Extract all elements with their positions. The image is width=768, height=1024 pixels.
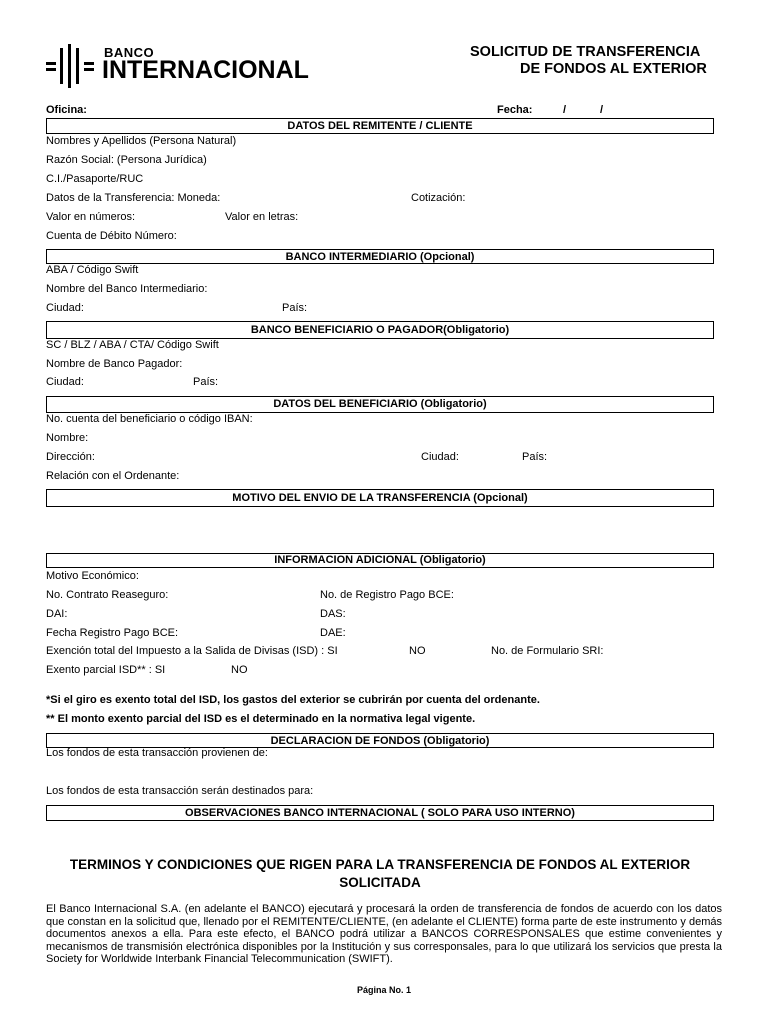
form-title-line2: DE FONDOS AL EXTERIOR xyxy=(520,61,707,77)
field-codigos-label: SC / BLZ / ABA / CTA/ Código Swift xyxy=(46,339,219,351)
logo-banco-text: BANCO xyxy=(104,45,155,60)
field-ciudad-label: Ciudad: xyxy=(46,302,84,314)
option-no-label: NO xyxy=(409,645,426,657)
section-header-banco-beneficiario: BANCO BENEFICIARIO O PAGADOR(Obligatorio) xyxy=(46,321,714,339)
field-nombre-label: Nombre: xyxy=(46,432,89,444)
fecha-label: Fecha: xyxy=(497,104,533,116)
field-exento-parcial-label: Exento parcial ISD** : SI xyxy=(46,664,166,676)
terms-body: El Banco Internacional S.A. (en adelante el BANCO) ejecutará y procesará la orden de transferencia de fondos de acuerdo con los datos que constan en la solicitud que, llenado por el REMITENTE/CLIENTE, (en adelante el CLIENTE) forma parte de este instrumento y demás documentos anexos a ella. Para este efecto, el BANCO podrá utilizar a BANCOS CORRESPONSALES que estime convenientes y mecanismos de transmisión electrónica disponibles por la Institución y sus corresponsales, para lo que utilizará los servicios que presta la Society for Worldwide Interbank Financial Telecommunication (SWIFT). xyxy=(46,903,722,965)
section-header-declaracion: DECLARACION DE FONDOS (Obligatorio) xyxy=(46,733,714,748)
section-header-beneficiario: DATOS DEL BENEFICIARIO (Obligatorio) xyxy=(46,396,714,413)
field-registro-bce-label: No. de Registro Pago BCE: xyxy=(320,589,454,601)
field-fondos-destinados-label: Los fondos de esta transacción serán destinados para: xyxy=(46,785,314,797)
field-contrato-label: No. Contrato Reaseguro: xyxy=(46,589,169,601)
field-ci-label: C.I./Pasaporte/RUC xyxy=(46,173,144,185)
field-valor-letras-label: Valor en letras: xyxy=(225,211,299,223)
field-dai-label: DAI: xyxy=(46,608,68,620)
date-separator: / xyxy=(563,104,567,116)
field-ciudad-label: Ciudad: xyxy=(421,451,459,463)
field-formulario-sri-label: No. de Formulario SRI: xyxy=(491,645,604,657)
form-title-line1: SOLICITUD DE TRANSFERENCIA xyxy=(470,44,701,60)
field-pais-label: País: xyxy=(522,451,548,463)
oficina-label: Oficina: xyxy=(46,104,87,116)
field-motivo-economico-label: Motivo Económico: xyxy=(46,570,139,582)
field-razon-social-label: Razón Social: (Persona Jurídica) xyxy=(46,154,207,166)
field-nombres-label: Nombres y Apellidos (Persona Natural) xyxy=(46,135,237,147)
field-fondos-provienen-label: Los fondos de esta transacción provienen de: xyxy=(46,747,268,759)
terms-title: TERMINOS Y CONDICIONES QUE RIGEN PARA LA TRANSFERENCIA DE FONDOS AL EXTERIOR SOLICITADA xyxy=(69,857,691,890)
note-isd-parcial: ** El monto exento parcial del ISD es el determinado en la normativa legal vigente. xyxy=(46,713,476,725)
section-header-intermediario: BANCO INTERMEDIARIO (Opcional) xyxy=(46,249,714,264)
field-fecha-registro-label: Fecha Registro Pago BCE: xyxy=(46,627,179,639)
field-pais-label: País: xyxy=(193,376,219,388)
field-aba-label: ABA / Código Swift xyxy=(46,264,139,276)
field-cotizacion-label: Cotización: xyxy=(411,192,466,204)
field-relacion-label: Relación con el Ordenante: xyxy=(46,470,180,482)
logo-internacional-text: INTERNACIONAL xyxy=(102,56,309,84)
section-header-remitente: DATOS DEL REMITENTE / CLIENTE xyxy=(46,118,714,134)
field-exencion-total-label: Exención total del Impuesto a la Salida de Divisas (ISD) : SI xyxy=(46,645,338,657)
field-moneda-label: Datos de la Transferencia: Moneda: xyxy=(46,192,221,204)
field-pais-label: País: xyxy=(282,302,308,314)
section-header-motivo: MOTIVO DEL ENVIO DE LA TRANSFERENCIA (Opcional) xyxy=(46,489,714,507)
field-ciudad-label: Ciudad: xyxy=(46,376,84,388)
field-direccion-label: Dirección: xyxy=(46,451,95,463)
field-das-label: DAS: xyxy=(320,608,346,620)
page-number: Página No. 1 xyxy=(356,985,411,995)
field-nombre-intermediario-label: Nombre del Banco Intermediario: xyxy=(46,283,208,295)
date-separator: / xyxy=(600,104,604,116)
bank-logo-icon xyxy=(46,44,96,88)
option-no-label: NO xyxy=(231,664,248,676)
field-cuenta-debito-label: Cuenta de Débito Número: xyxy=(46,230,177,242)
field-banco-pagador-label: Nombre de Banco Pagador: xyxy=(46,358,183,370)
note-isd-total: *Si el giro es exento total del ISD, los gastos del exterior se cubrirán por cuenta del ordenante. xyxy=(46,694,540,706)
section-header-informacion-adicional: INFORMACION ADICIONAL (Obligatorio) xyxy=(46,553,714,568)
section-header-observaciones: OBSERVACIONES BANCO INTERNACIONAL ( SOLO PARA USO INTERNO) xyxy=(46,805,714,821)
field-cuenta-iban-label: No. cuenta del beneficiario o código IBAN: xyxy=(46,413,253,425)
field-dae-label: DAE: xyxy=(320,627,346,639)
field-valor-numeros-label: Valor en números: xyxy=(46,211,136,223)
